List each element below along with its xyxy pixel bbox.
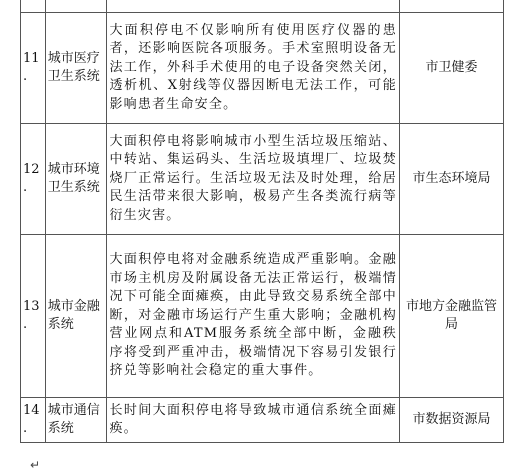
table-cell: [399, 0, 503, 13]
row-number: 12: [23, 161, 40, 177]
row-number: 13: [23, 298, 40, 314]
table-row: [21, 235, 504, 398]
impact-description: 大面积停电不仅影响所有使用医疗仪器的患者，还影响医院各项服务。手术室照明设备无法工作，外科手术使用的电子设备突然关闭，透析机、X射线等仪器因断电无法工作，可能影响患者生命安全。: [109, 22, 397, 112]
row-number-dot: .: [23, 69, 28, 84]
system-name: 城市通信系统: [47, 402, 100, 436]
impact-description-cell: [107, 235, 399, 398]
responsible-department-cell: [399, 235, 503, 398]
impact-description: 长时间大面积停电将导致城市通信系统全面瘫痪。: [109, 402, 397, 436]
impact-description-cell: [107, 124, 399, 235]
impact-table: [20, 0, 504, 443]
table-cell: [21, 0, 46, 13]
row-number-cell: [21, 398, 46, 443]
system-name-cell: [45, 235, 107, 398]
responsible-department: 市卫健委: [425, 59, 478, 75]
row-number-cell: [21, 124, 46, 235]
table-row: [21, 13, 504, 124]
system-name-cell: [45, 124, 107, 235]
responsible-department: 市生态环境局: [412, 170, 491, 186]
responsible-department-cell: [399, 13, 503, 124]
impact-description: 大面积停电将对金融系统造成严重影响。金融市场主机房及附属设备无法正常运行，极端情况下可能全面瘫痪，由此导致交易系统全部中断，对金融市场运行产生重大影响；金融机构营业网点和ATM服务系统全部中断，金融秩序将受到严重冲击，极端情况下容易引发银行挤兑等影响社会稳定的重大事件。: [109, 252, 397, 379]
responsible-department-cell: [399, 398, 503, 443]
impact-description-cell: [107, 13, 399, 124]
system-name-cell: [45, 398, 107, 443]
row-number: 14: [23, 402, 40, 418]
responsible-department: 市地方金融监管局: [405, 298, 497, 332]
row-number-dot: .: [23, 180, 28, 195]
responsible-department: 市数据资源局: [412, 411, 491, 427]
paragraph-mark: ↵: [30, 458, 41, 472]
row-number-dot: .: [23, 421, 28, 436]
table-row: [21, 124, 504, 235]
table-cell: [107, 0, 399, 13]
impact-description: 大面积停电将影响城市小型生活垃圾压缩站、中转站、集运码头、生活垃圾填埋厂、垃圾焚烧厂正常运行。生活垃圾无法及时处理，给居民生活带来很大影响，极易产生各类流行病等衍生灾害。: [109, 133, 397, 223]
system-name: 城市金融系统: [47, 298, 100, 332]
table-cell: [45, 0, 107, 13]
row-number: 11: [23, 50, 40, 66]
row-number-cell: [21, 13, 46, 124]
system-name: 城市环境卫生系统: [47, 161, 100, 195]
row-number-cell: [21, 235, 46, 398]
table-row: [21, 398, 504, 443]
responsible-department-cell: [399, 124, 503, 235]
document-page: [20, 0, 516, 475]
table-top-stub-row: [21, 0, 504, 13]
row-number-dot: .: [23, 317, 28, 332]
impact-description-cell: [107, 398, 399, 443]
system-name-cell: [45, 13, 107, 124]
system-name: 城市医疗卫生系统: [47, 50, 100, 84]
